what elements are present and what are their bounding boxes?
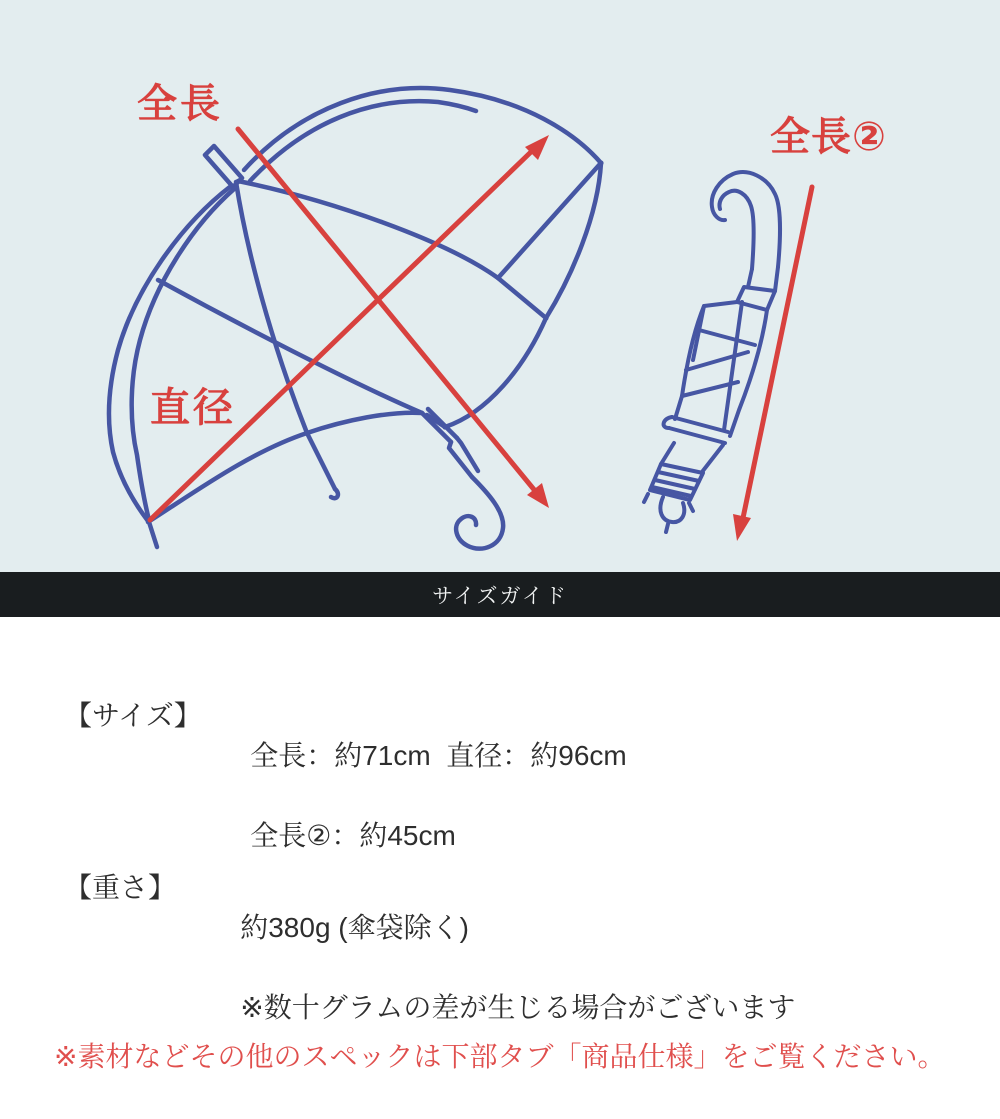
size-spec-line2: 全長②：約45cm bbox=[250, 820, 456, 851]
size-guide-bar bbox=[0, 572, 1000, 617]
total-length2-arrow bbox=[733, 187, 812, 541]
specs-section bbox=[0, 617, 1000, 1119]
folded-umbrella-drawing bbox=[644, 172, 780, 532]
size-spec-heading: 【サイズ】 bbox=[64, 700, 202, 731]
diameter-label: 直径 bbox=[150, 386, 236, 430]
size-spec-values bbox=[188, 696, 627, 896]
total-length-arrow bbox=[238, 129, 549, 508]
weight-spec-line2: ※数十グラムの差が生じる場合がございます bbox=[240, 992, 796, 1023]
weight-spec-heading: 【重さ】 bbox=[64, 872, 177, 903]
materials-note: ※素材などその他のスペックは下部タブ「商品仕様」をご覧ください。 bbox=[54, 1041, 946, 1072]
size-spec-line1: 全長：約71cm 直径：約96cm bbox=[250, 740, 627, 771]
total-length-label: 全長 bbox=[137, 82, 223, 126]
size-guide-bar-title: サイズガイド bbox=[432, 584, 568, 608]
weight-spec-line1: 約380g (傘袋除く) bbox=[240, 912, 469, 943]
diameter-arrow bbox=[150, 135, 549, 520]
total-length2-label: 全長② bbox=[770, 115, 887, 159]
